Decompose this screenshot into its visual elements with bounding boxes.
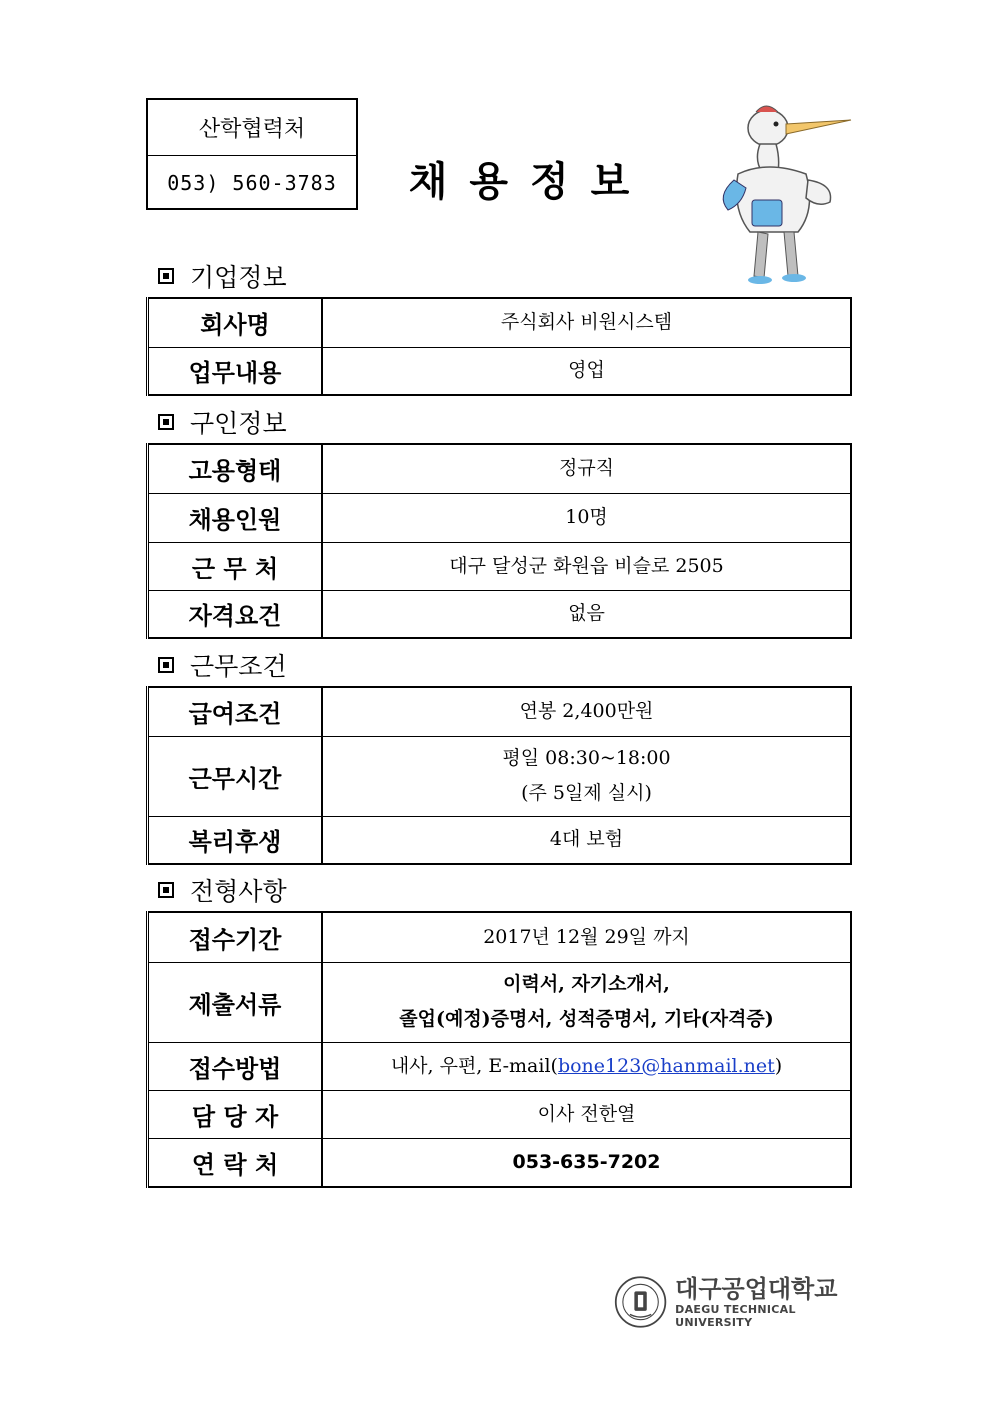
table-row xyxy=(148,590,852,638)
table-row xyxy=(148,736,852,816)
university-name-ko: 대구공업대학교 xyxy=(675,1275,838,1303)
row-value: 053-635-7202 xyxy=(322,1138,851,1187)
row-label: 접수방법 xyxy=(148,1042,323,1090)
table-row xyxy=(148,493,852,542)
table-row xyxy=(148,347,852,395)
section-bullet-icon xyxy=(158,414,174,430)
table-row xyxy=(148,1090,852,1138)
section-heading-conditions: 근무조건 xyxy=(158,647,287,683)
row-label: 근 무 처 xyxy=(148,542,323,590)
table-row xyxy=(148,444,852,493)
job-info-table xyxy=(146,443,852,639)
page-title: 채용정보 xyxy=(408,159,652,205)
row-value: 10명 xyxy=(322,493,851,542)
row-label: 연 락 처 xyxy=(148,1138,323,1187)
row-value: 이사 전한열 xyxy=(322,1090,851,1138)
row-label: 근무시간 xyxy=(148,736,323,816)
row-label: 회사명 xyxy=(148,298,323,347)
row-value: 없음 xyxy=(322,590,851,638)
table-row xyxy=(148,816,852,864)
row-label: 접수기간 xyxy=(148,912,323,962)
table-row xyxy=(148,962,852,1042)
row-value: 영업 xyxy=(322,347,851,395)
row-value: 2017년 12월 29일 까지 xyxy=(322,912,851,962)
row-value-line: 졸업(예정)증명서, 성적증명서, 기타(자격증) xyxy=(399,1008,774,1030)
conditions-table xyxy=(146,686,852,865)
row-value xyxy=(322,962,851,1042)
table-row xyxy=(148,1042,852,1090)
contact-phone: 053) 560-3783 xyxy=(148,155,356,210)
contact-box xyxy=(146,98,358,210)
row-label: 급여조건 xyxy=(148,687,323,736)
university-logo xyxy=(614,1270,854,1334)
row-value: 연봉 2,400만원 xyxy=(322,687,851,736)
table-row xyxy=(148,687,852,736)
crane-mascot-icon xyxy=(706,100,856,290)
row-label: 업무내용 xyxy=(148,347,323,395)
row-value: 내사, 우편, E-mail(bone123@hanmail.net) xyxy=(322,1042,851,1090)
row-value-line: 평일 08:30~18:00 xyxy=(502,747,671,769)
section-heading-company: 기업정보 xyxy=(158,258,287,294)
row-value: 정규직 xyxy=(322,444,851,493)
row-value: 4대 보험 xyxy=(322,816,851,864)
section-heading-job: 구인정보 xyxy=(158,404,287,440)
row-value xyxy=(322,736,851,816)
row-label: 자격요건 xyxy=(148,590,323,638)
table-row xyxy=(148,298,852,347)
contact-label: 산학협력처 xyxy=(198,117,306,142)
section-bullet-icon xyxy=(158,657,174,673)
section-bullet-icon xyxy=(158,882,174,898)
section-bullet-icon xyxy=(158,268,174,284)
university-seal-icon xyxy=(614,1272,667,1332)
section-heading-screening: 전형사항 xyxy=(158,872,287,908)
row-label: 담 당 자 xyxy=(148,1090,323,1138)
table-row xyxy=(148,1138,852,1187)
company-info-table xyxy=(146,297,852,396)
screening-table xyxy=(146,911,852,1188)
row-value-line: (주 5일제 실시) xyxy=(521,782,652,804)
row-value-line: 이력서, 자기소개서, xyxy=(503,973,670,995)
row-label: 복리후생 xyxy=(148,816,323,864)
row-value: 주식회사 비원시스템 xyxy=(322,298,851,347)
university-name-en: DAEGU TECHNICAL UNIVERSITY xyxy=(675,1303,796,1329)
row-label: 채용인원 xyxy=(148,493,323,542)
row-label: 제출서류 xyxy=(148,962,323,1042)
table-row xyxy=(148,912,852,962)
row-label: 고용형태 xyxy=(148,444,323,493)
email-link[interactable]: bone123@hanmail.net xyxy=(557,1054,775,1077)
row-value: 대구 달성군 화원읍 비슬로 2505 xyxy=(322,542,851,590)
table-row xyxy=(148,542,852,590)
